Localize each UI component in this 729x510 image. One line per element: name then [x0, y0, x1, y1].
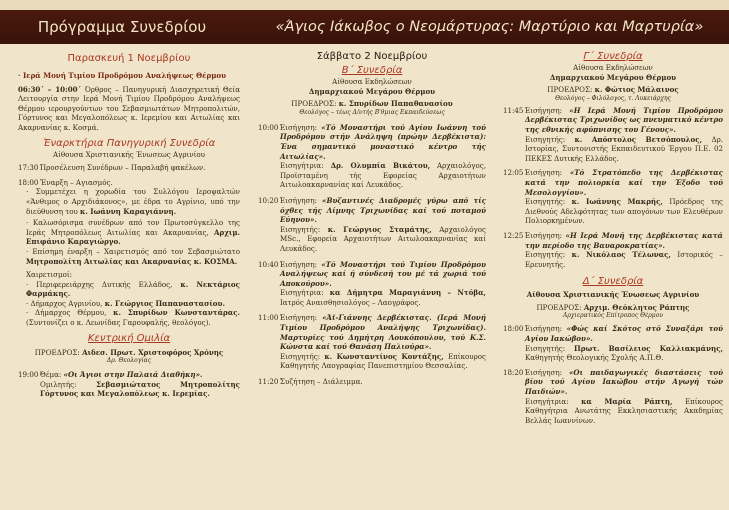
bullet-welcome: · Καλωσόρισμα συνέδρων από τον Πρωτοσύγκελλο της Ιεράς Μητροπόλεως Αιτωλίας και Ακαρνανίας, Αρχιμ. Επιφάνιο Καραγιώργο. [26, 218, 240, 247]
session-d-venue: Αίθουσα Χριστιανικής Ένωσεως Αγρινίου [526, 290, 700, 300]
talk-1145: 11:45΄ Εισήγηση: «Η Ιερά Μονή Τιμίου Προδρόμου Δερβέκιστας Τριχωνίδος ως πνευματικό κέντρο της εθνικής αφύπνισης του Γένους». Εισηγητής: κ. Απόστολος Βετσόπουλος, Δρ. Ιστορίας, Συντονιστής Εκπαιδευτικού Έργου Π.Ε. 02 ΠΕΚΕΣ Δυτικής Ελλάδος. [503, 105, 724, 163]
session-g-chair: ΠΡΟΕΔΡΟΣ: κ. Φώτιος Μάλαινος [547, 85, 679, 95]
column-saturday [258, 50, 486, 506]
session-b-chair-role: Θεολόγος – τέως Δ/ντής Β'θμιας Εκπαιδεύσεως [299, 108, 445, 116]
day-heading-friday: Παρασκευή 1 Νοεμβρίου [67, 53, 191, 64]
session-b-venue-b: Δημαρχιακού Μεγάρου Θέρμου [308, 86, 436, 96]
opening-venue: Αίθουσα Χριστιανικής Ένωσεως Αγρινίου [53, 149, 205, 159]
talk-1205: 12:05΄ Εισήγηση: «Τό Στρατόπεδο της Δερβέκιστας κατά την πολιορκία καί την Έξοδο τού Μεσολογγίου». Εισηγητής: κ. Ιωάννης Μακρής, Πρόεδρος της Διεθνούς Αδελφότητας των απογόνων των Ελευθέρων Πολιορκημένων. [503, 168, 723, 226]
liturgy-entry: 06:30΄ – 10:00΄ Όρθρος – Πανηγυρική Διασχηρετική Θεία Λειτουργία στην Ιερά Μονή Τιμίου Προδρόμου Αναλήψεως Θέρμου ιερουργούντων του Σεβασμιωτάτων Μητροπολιτών, Γόρτυνος και Μεγαλοπόλεως κ. Ιερεμίου και Αιτωλίας και Ακαρνανίας κ. Κοσμά. [18, 84, 240, 132]
session-b-venue-a: Αίθουσα Εκδηλώσεων [332, 77, 412, 86]
talk-1800: 18:00΄ Εισήγηση: «Φώς καί Σκότος στό Συναξάρι τού Αγίου Ιακώβου». Εισηγητής: Πρωτ. Βασίλειος Καλλιακμάνης, Καθηγητής Θεολογικής Σχολής Α.Π.Θ. [503, 324, 724, 363]
greeting-agrinio: · Δήμαρχος Αγρινίου, κ. Γεώργιος Παπαναστασίου. [26, 298, 225, 308]
day-heading-saturday: Σάββατο 2 Νοεμβρίου [316, 51, 428, 62]
schedule-1730: 17:30΄ Προσέλευση Συνέδρων – Παραλαβή φακέλων. [18, 163, 206, 173]
session-g-venue-b: Δημαρχιακού Μεγάρου Θέρμου [549, 72, 677, 82]
greeting-regional: · Περιφερειάρχης Δυτικής Ελλάδος, κ. Νεκτάριος Φαρμάκης. [26, 279, 240, 299]
greeting-thermo: · Δήμαρχος Θέρμου, κ. Σπυρίδων Κωνσταντάρας. (Συντονίζει ο κ. Λεωνίδας Γαρουφαλής, θεολόγος). [26, 308, 240, 328]
keynote-chair: ΠΡΟΕΔΡΟΣ: Αιδεσ. Πρωτ. Χριστοφόρος Χρόνης [34, 347, 224, 357]
program-title: Πρόγραμμα Συνεδρίου [37, 18, 207, 36]
keynote-chair-role: Δρ. Θεολογίας [106, 357, 152, 365]
bullet-choir: · Συμμετέχει η χορωδία του Συλλόγου Ιεροψαλτών «Άνθιμος ο Αρχιδιάκονος», με έδρα το Αγρίνιο, υπό την διεύθυνση του κ. Ιωάννη Καραγιάννη. [26, 187, 240, 216]
column-sessions-c-d [503, 50, 723, 506]
schedule-1120: 11:20΄ Συζήτηση – Διάλειμμα. [258, 377, 363, 387]
talk-1225: 12:25΄ Εισήγηση: «Η Ιερά Μονή της Δερβέκιστας κατά την περίοδο της Βαυαροκρατίας». Εισηγητής: κ. Νικόλαος Τέλωνας, Ιστορικός – Ερευνητής. [503, 230, 723, 269]
talk-1100: 11:00΄ Εισήγηση: «Άϊ-Γιάννης Δερβέκιστας. (Ιερά Μονή Τιμίου Προδρόμου Αναλήψης Τριχωνίδας). Μαρτυρίες τού Δημήτρη Λουκόπουλου, τού Κ.Σ. Κώνστα καί τού Θανάση Παλιούρα». Εισηγητής: κ. Κωνσταντίνος Κοντάξης, Επίκουρος Καθηγητής Λαογραφίας Πανεπιστημίου Θεσσαλίας. [258, 313, 487, 371]
opening-session-heading: Έναρκτήρια Πανηγυρική Συνεδρία [42, 137, 216, 149]
bullet-official-opening: · Επίσημη έναρξη – Χαιρετισμός από τον Σεβασμιώτατο Μητροπολίτη Αιτωλίας και Ακαρνανίας κ. ΚΟΣΜΑ. [26, 246, 240, 266]
talk-1040: 10:40΄ Εισήγηση: «Τό Μοναστήρι τού Τιμίου Προδρόμου Αναλήψεως καί ή σύνδεσή του μέ τά χωριά τού Αποκούρου». Εισηγήτρια: κα Δήμητρα Μαραγιάννη – Ντόβα, Ιατρός Αναισθησιολόγος – Λαογράφος. [258, 259, 486, 307]
column-friday [18, 50, 240, 506]
conference-title: «Άγιος Ιάκωβος ο Νεομάρτυρας: Μαρτύριο και Μαρτυρία» [275, 19, 704, 35]
schedule-1900: 19:00΄ Θέμα: «Οι Άγιοι στην Παλαιά Διαθήκη». Ομιλητής: Σεβασμιώτατος Μητροπολίτης Γόρτυνος και Μεγαλοπόλεως κ. Ιερεμίας. [18, 370, 240, 399]
session-g-venue-a: Αίθουσα Εκδηλώσεων [573, 63, 653, 72]
venue-monastery: · Ιερά Μονή Τιμίου Προδρόμου Αναλήψεως Θέρμου [18, 71, 227, 80]
header-bar [0, 10, 729, 44]
session-d-chair: ΠΡΟΕΔΡΟΣ: Αρχιμ. Θεόκλητος Ράπτης [536, 302, 690, 312]
greetings-label: Χαιρετισμοί: [26, 270, 73, 280]
keynote-heading: Κεντρική Ομιλία [87, 332, 171, 344]
session-d-chair-role: Αρχιερατικός Επίτροπος Θέρμου [563, 312, 663, 320]
top-bar [0, 0, 729, 10]
schedule-1800: 18:00΄ Έναρξη – Αγιασμός. [18, 177, 113, 187]
talk-1020: 10:20΄ Εισήγηση: «Βυζαντινές Διαδρομές γύρω από τίς όχθες τής Λίμνης Τριχωνίδας καί τού ποταμού Εύηνου». Εισηγητής: κ. Γεώργιος Σταμάτης, Αρχαιολόγος MSc., Εφορεία Αρχαιοτήτων Αιτωλοακαρνανίας καί Λευκάδος. [258, 195, 486, 253]
talk-1820: 18:20΄ Εισήγηση: «Οι παιδαγωγικές διαστάσεις τού βίου τού Αγίου Ιακώβου στήν Αγωγή τών Παιδιών». Εισηγήτρια: κα Μαρία Ράπτη, Επίκουρος Καθηγήτρια Ανωτάτης Εκκλησιαστικής Ακαδημίας Βελλάς Ιωαννίνων. [503, 367, 723, 425]
session-b-chair: ΠΡΟΕΔΡΟΣ: κ. Σπυρίδων Παπαθανασίου [291, 99, 453, 109]
session-g-heading: Γ΄ Συνεδρία [583, 51, 643, 62]
session-b-heading: Β΄ Συνεδρία [341, 65, 403, 76]
session-d-heading: Δ΄ Συνεδρία [582, 276, 644, 288]
talk-1000: 10:00΄ Εισήγηση: «Τό Μοναστήρι τού Αγίου Ιωάννη τού Προδρόμου στήν Ανάληψη (πρώην Δερβέκιστα): Ένα σημαντικό μοναστικό κέντρο τής Αιτωλίας». Εισηγήτρια: Δρ. Ολυμπία Βικάτου, Αρχαιολόγος, Προϊσταμένη τής Εφορείας Αρχαιοτήτων Αιτωλοακαρνανίας καί Λευκάδος. [258, 122, 487, 190]
session-g-chair-role: Θεολόγος – Φιλόλογος, τ. Λυκειάρχης [555, 94, 671, 102]
